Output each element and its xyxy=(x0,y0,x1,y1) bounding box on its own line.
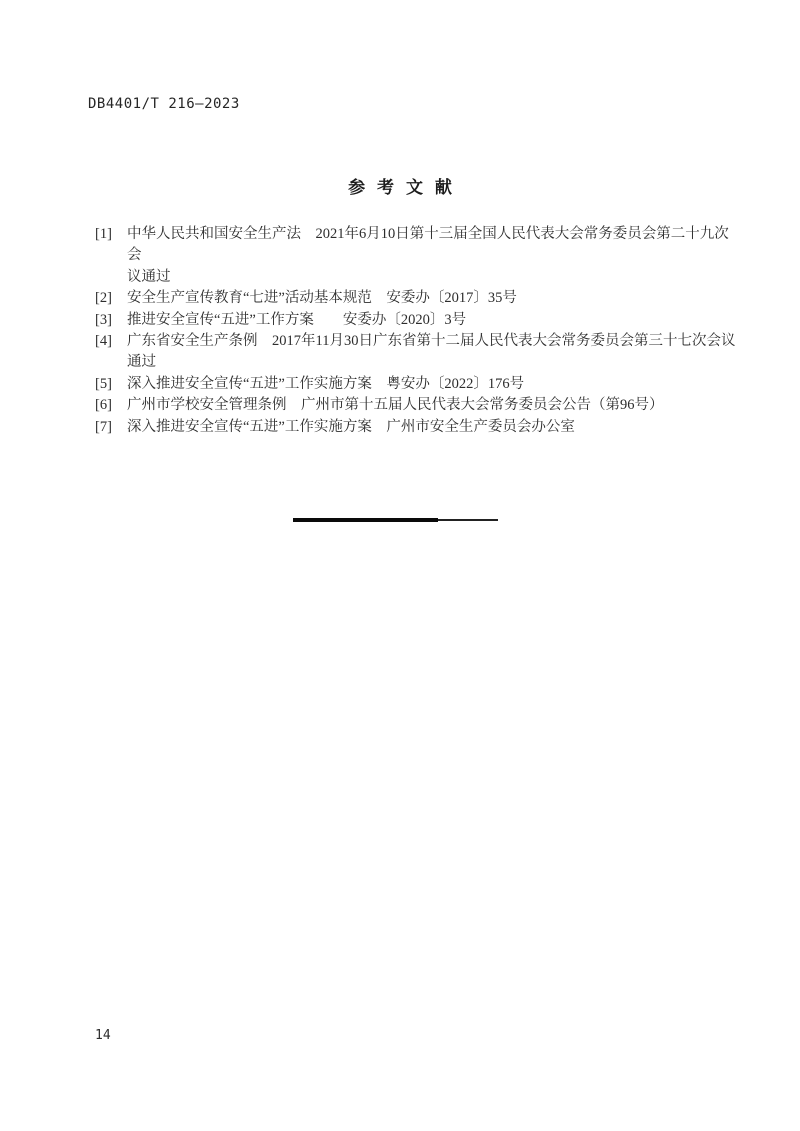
divider-thick-segment xyxy=(293,518,438,522)
reference-item xyxy=(95,331,743,374)
reference-item xyxy=(95,374,743,395)
section-title: 参考文献 xyxy=(348,178,464,197)
reference-line: 中华人民共和国安全生产法 2021年6月10日第十三届全国人民代表大会常务委员会第二十九次会 xyxy=(127,226,729,264)
reference-line: 广东省安全生产条例 2017年11月30日广东省第十二届人民代表大会常务委员会第三十七次会议 xyxy=(127,333,736,350)
reference-line: 通过 xyxy=(127,354,156,371)
reference-line: 深入推进安全宣传“五进”工作实施方案 粤安办〔2022〕176号 xyxy=(127,375,525,392)
reference-line: 推进安全宣传“五进”工作方案 安委办〔2020〕3号 xyxy=(127,311,467,328)
reference-index: [2] xyxy=(95,290,112,307)
reference-line: 深入推进安全宣传“五进”工作实施方案 广州市安全生产委员会办公室 xyxy=(127,418,575,435)
reference-item xyxy=(95,395,743,416)
reference-line: 广州市学校安全管理条例 广州市第十五届人民代表大会常务委员会公告（第96号） xyxy=(127,397,664,414)
reference-item xyxy=(95,224,743,288)
divider-thin-segment xyxy=(438,519,498,521)
page-number: 14 xyxy=(95,1028,111,1043)
reference-line: 议通过 xyxy=(127,268,171,285)
reference-index: [1] xyxy=(95,226,112,242)
reference-item xyxy=(95,417,743,438)
reference-index: [3] xyxy=(95,311,112,328)
reference-index: [4] xyxy=(95,333,112,350)
reference-item xyxy=(95,288,743,309)
reference-index: [5] xyxy=(95,375,112,392)
reference-index: [6] xyxy=(95,397,112,414)
reference-item xyxy=(95,310,743,331)
reference-index: [7] xyxy=(95,418,112,435)
reference-list xyxy=(95,224,743,438)
end-divider xyxy=(293,518,498,522)
reference-line: 安全生产宣传教育“七进”活动基本规范 安委办〔2017〕35号 xyxy=(127,290,517,307)
standard-number: DB4401/T 216—2023 xyxy=(88,96,240,112)
